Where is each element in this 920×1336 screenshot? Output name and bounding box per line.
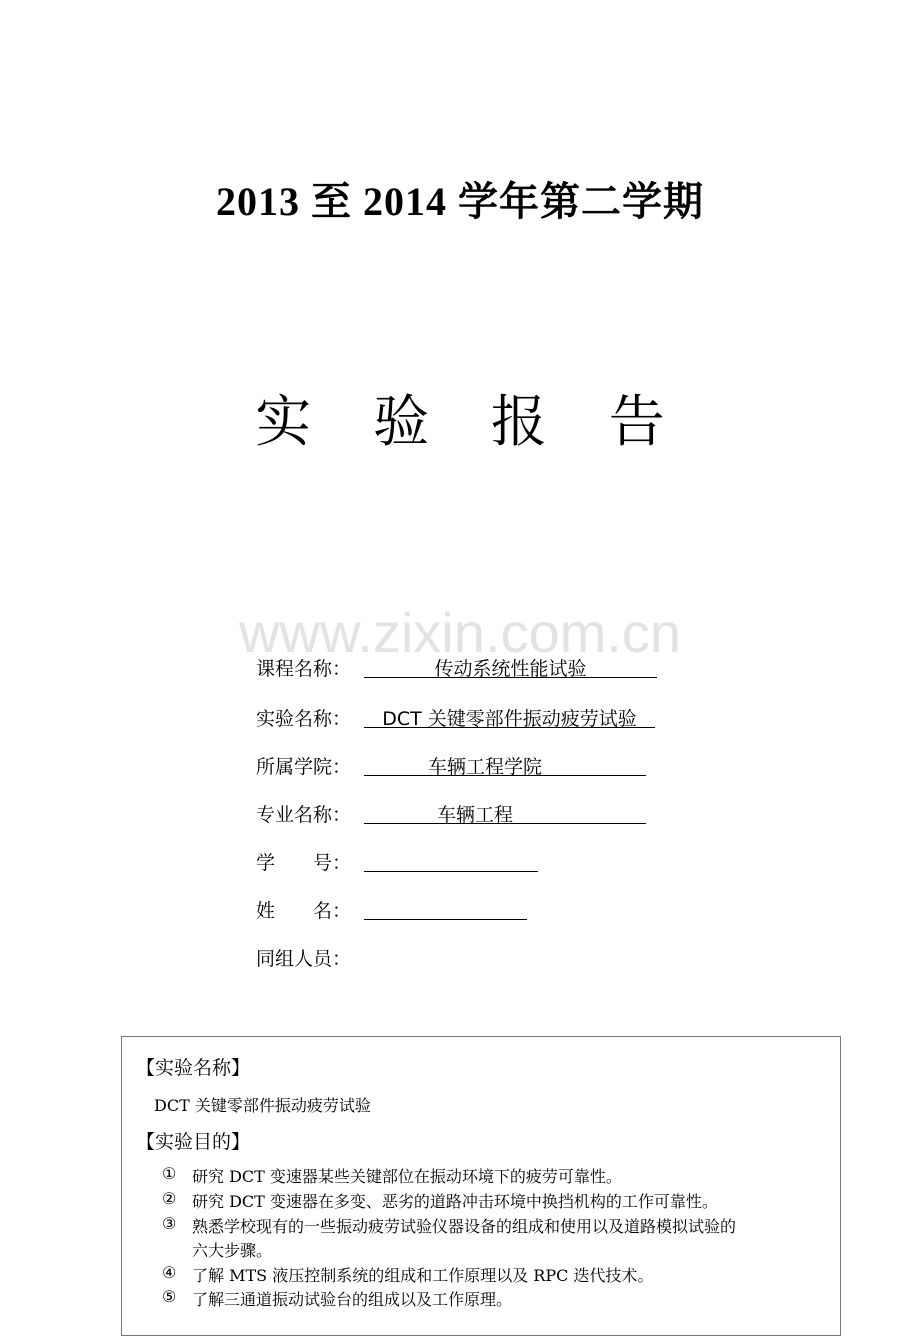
experiment-field	[364, 700, 655, 728]
student-id-label: 学 号：	[256, 852, 352, 874]
college-field	[364, 748, 646, 776]
term-heading: 2013 至 2014 学年第二学期	[216, 179, 704, 224]
student-id-field	[364, 844, 538, 872]
student-name-field	[364, 892, 527, 920]
college-label: 所属学院：	[256, 756, 352, 778]
course-label: 课程名称：	[256, 658, 352, 680]
purpose-item-text: 研究 DCT 变速器在多变、恶劣的道路冲击环境中换挡机构的工作可靠性。	[192, 1192, 718, 1211]
major-field	[364, 796, 646, 824]
report-content-box	[121, 1036, 841, 1336]
experiment-name-heading: 【实验名称】	[136, 1057, 251, 1079]
course-field	[364, 650, 657, 678]
purpose-item-number: ③	[162, 1214, 177, 1233]
major-value: 车辆工程	[436, 804, 513, 826]
major-label: 专业名称：	[256, 804, 352, 826]
experiment-purpose-heading: 【实验目的】	[136, 1131, 251, 1153]
watermark: www.zixin.com.cn	[239, 601, 681, 664]
purpose-item-text: 六大步骤。	[192, 1241, 273, 1260]
group-label: 同组人员：	[256, 948, 352, 970]
experiment-label: 实验名称：	[256, 708, 352, 730]
purpose-item-text: 熟悉学校现有的一些振动疲劳试验仪器设备的组成和使用以及道路模拟试验的	[192, 1217, 737, 1236]
purpose-item-text: 了解 MTS 液压控制系统的组成和工作原理以及 RPC 迭代技术。	[192, 1266, 654, 1285]
student-name-label: 姓 名：	[256, 900, 352, 922]
course-value: 传动系统性能试验	[434, 658, 587, 680]
purpose-item-number: ①	[162, 1164, 177, 1183]
experiment-name-text: DCT 关键零部件振动疲劳试验	[154, 1096, 371, 1115]
experiment-value: DCT 关键零部件振动疲劳试验	[382, 708, 637, 730]
purpose-item-text: 了解三通道振动试验台的组成以及工作原理。	[192, 1290, 513, 1309]
college-value: 车辆工程学院	[427, 756, 542, 778]
purpose-item-number: ②	[162, 1189, 177, 1208]
purpose-item-number: ⑤	[162, 1287, 177, 1306]
purpose-item-text: 研究 DCT 变速器某些关键部位在振动环境下的疲劳可靠性。	[192, 1167, 622, 1186]
report-title: 实 验 报 告	[255, 390, 687, 455]
purpose-item-number: ④	[162, 1263, 177, 1282]
